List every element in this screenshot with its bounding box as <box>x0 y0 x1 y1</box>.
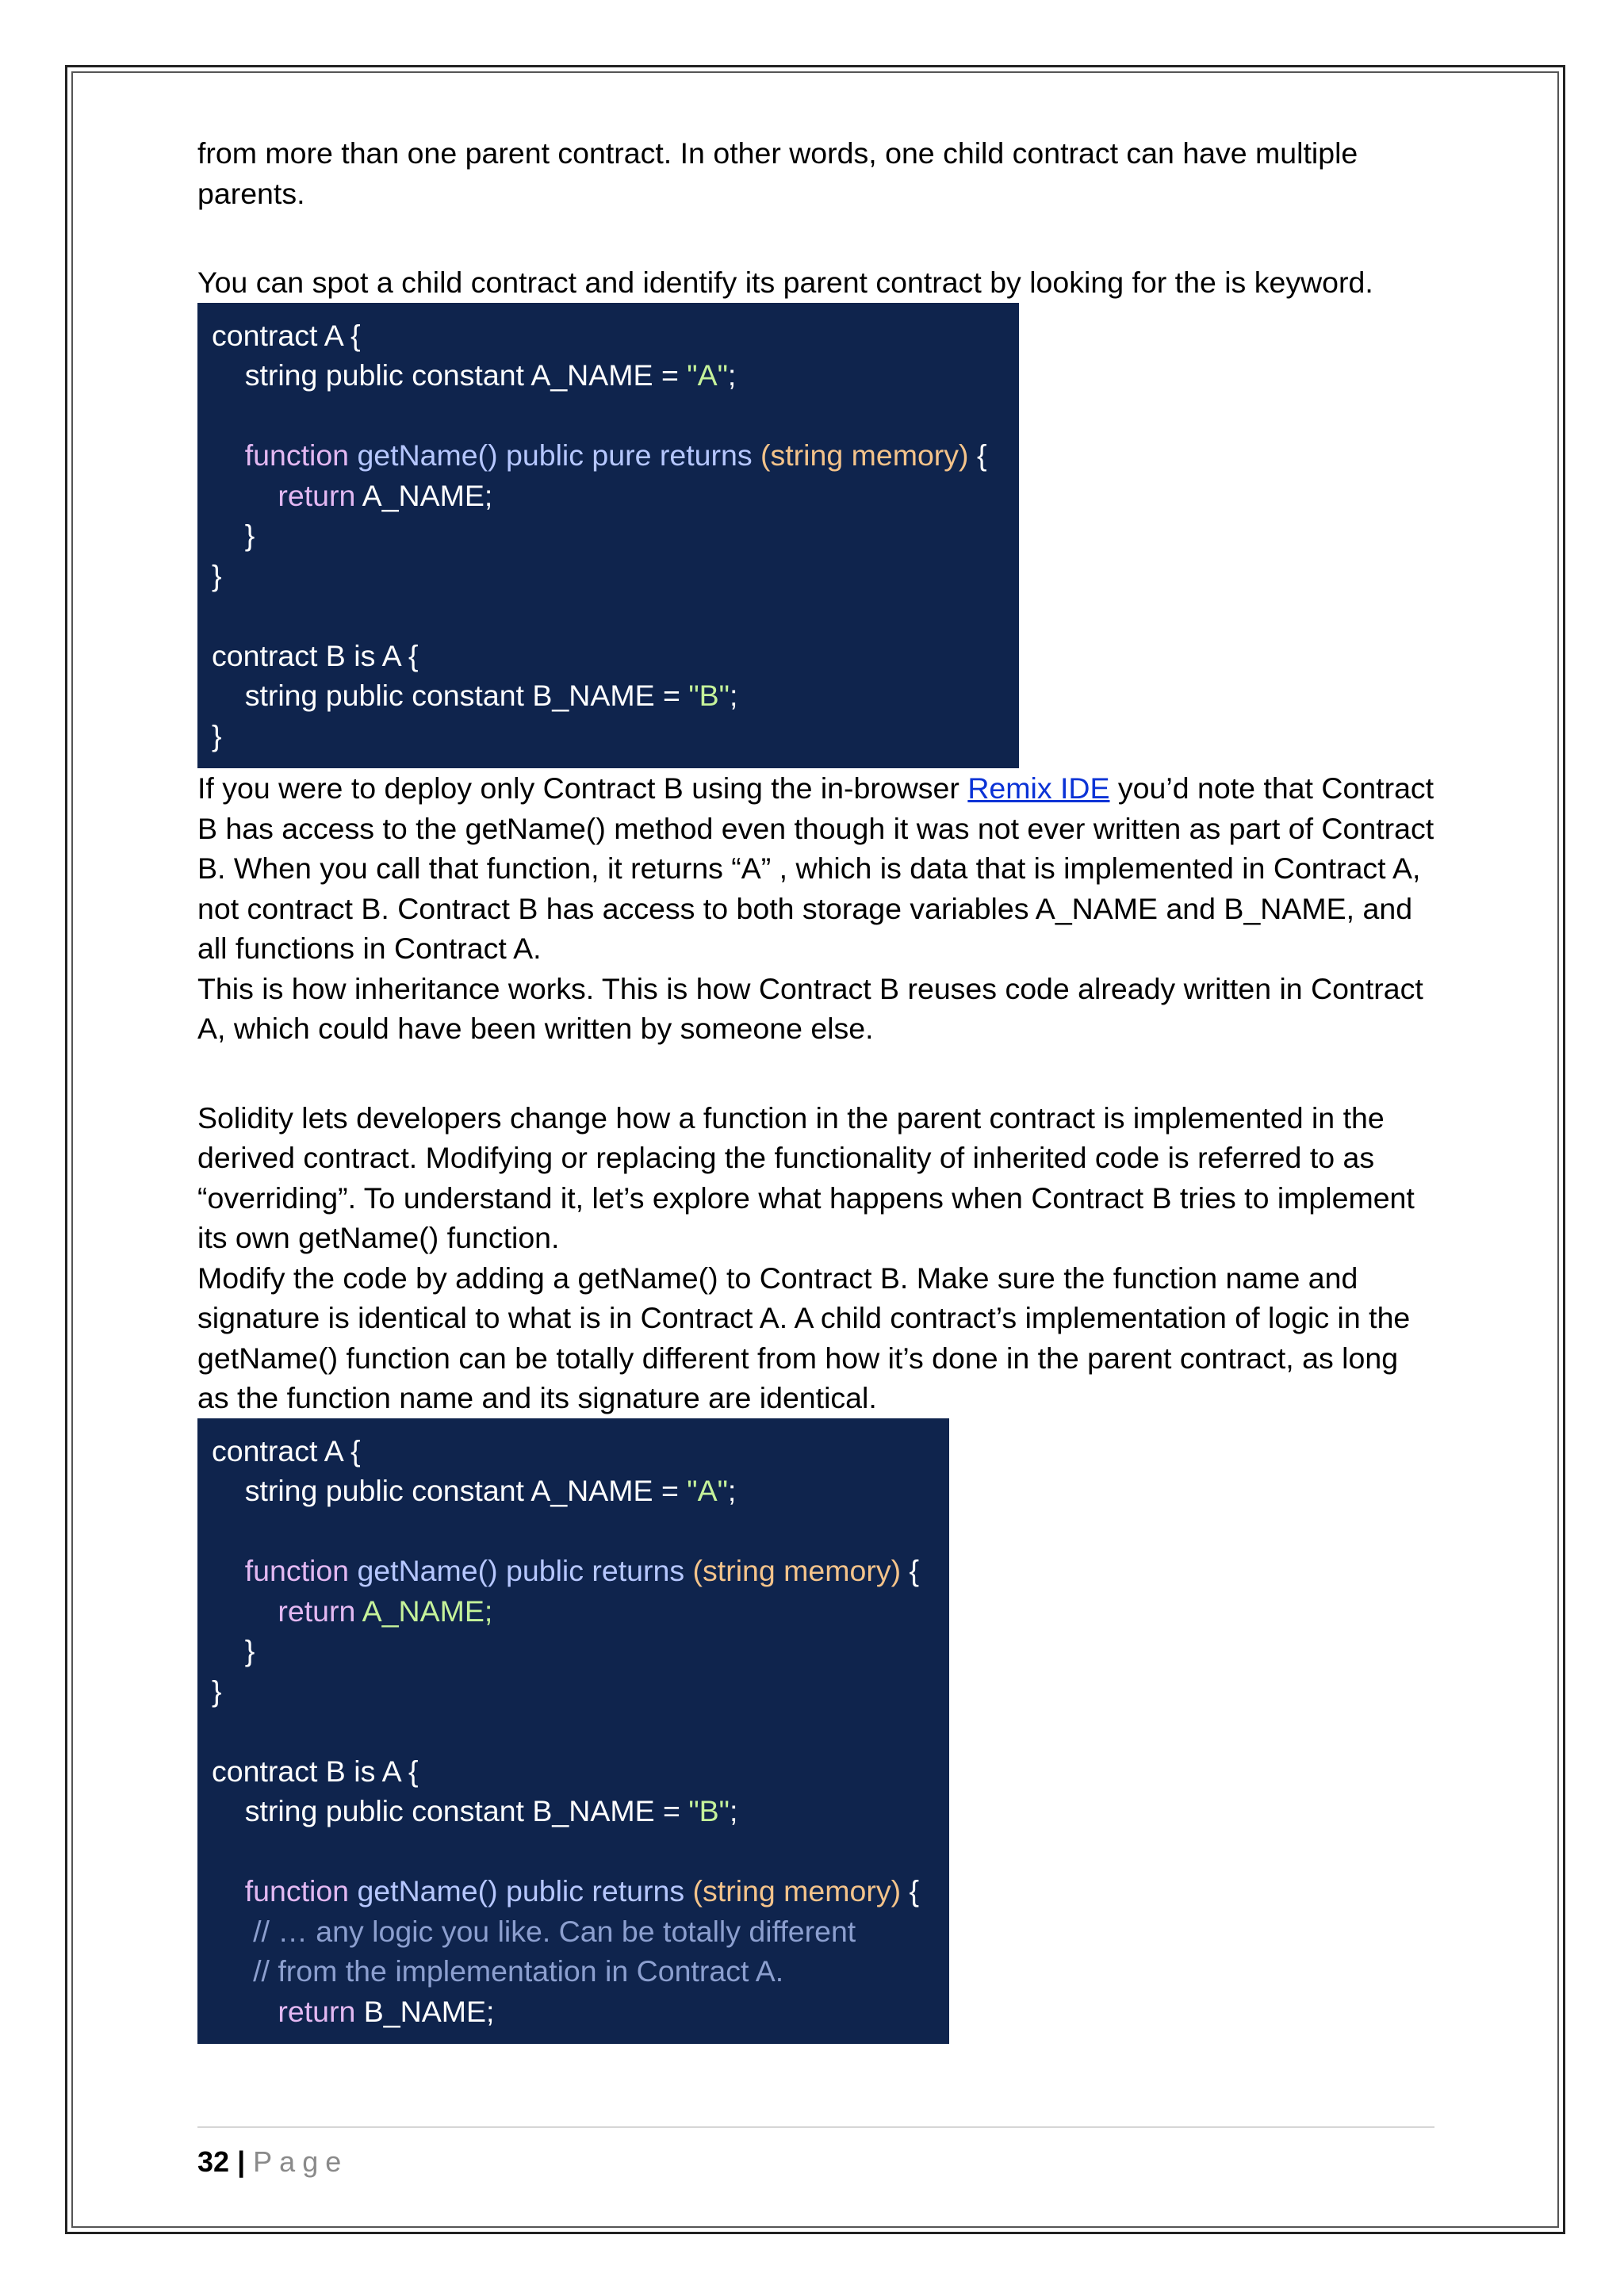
code-line-blank <box>212 595 1005 636</box>
paragraph-4: This is how inheritance works. This is how Contract B reuses code already written in Contract A, which could have been written by someone else. <box>197 971 1423 1045</box>
code-line-blank <box>212 1711 935 1751</box>
code-line-blank <box>212 1511 935 1552</box>
code-line: return B_NAME; <box>278 1994 495 2028</box>
code-line: string public constant B_NAME = "B"; <box>244 1794 738 1827</box>
code-line-blank <box>212 396 1005 436</box>
code-line: string public constant B_NAME = "B"; <box>244 679 738 712</box>
code-block-1 <box>197 303 1019 769</box>
code-line: contract B is A { <box>212 638 419 672</box>
page-label: Page <box>253 2145 349 2178</box>
code-line: } <box>244 519 255 552</box>
page-footer <box>197 2126 1434 2179</box>
code-line: string public constant A_NAME = "A"; <box>244 1474 737 1507</box>
code-line: function getName() public returns (string memory) { <box>244 1874 920 1908</box>
code-line: } <box>244 1634 255 1667</box>
page-content <box>197 133 1434 2044</box>
code-line: contract B is A { <box>212 1754 419 1788</box>
code-line: function getName() public pure returns (string memory) { <box>244 438 987 472</box>
code-line: } <box>212 558 222 592</box>
code-comment: // from the implementation in Contract A. <box>253 1954 784 1988</box>
paragraph-1: from more than one parent contract. In other words, one child contract can have multiple parents. <box>197 136 1358 210</box>
paragraph-3: If you were to deploy only Contract B using the in-browser Remix IDE you’d note that Contract B has access to the getName() method even though it was not ever written as part of Contract B. When you call that function, it returns “A” , which is data that is implemented in Contract A, not contract B. Contract B has access to both storage variables A_NAME and B_NAME, and all functions in Contract A. <box>197 771 1434 965</box>
code-line: function getName() public returns (string memory) { <box>244 1554 920 1587</box>
code-line-blank <box>212 1831 935 1872</box>
footer-separator: | <box>237 2145 246 2178</box>
code-line: return A_NAME; <box>278 478 493 512</box>
paragraph-2: You can spot a child contract and identify its parent contract by looking for the is keyword. <box>197 266 1373 299</box>
paragraph-6: Modify the code by adding a getName() to Contract B. Make sure the function name and signature is identical to what is in Contract A. A child contract’s implementation of logic in the getName() function can be totally different from how it’s done in the parent contract, as long as the function name and its signature are identical. <box>197 1261 1411 1414</box>
code-block-2 <box>197 1418 949 2045</box>
code-line: } <box>212 1674 222 1708</box>
code-line: return A_NAME; <box>278 1594 493 1628</box>
paragraph-5: Solidity lets developers change how a function in the parent contract is implemented in the derived contract. Modifying or replacing the functionality of inherited code is referred to as “overriding”. To understand it, let’s explore what happens when Contract B tries to implement its own getName() function. <box>197 1100 1415 1254</box>
code-line: contract A { <box>212 318 361 352</box>
code-comment: // … any logic you like. Can be totally different <box>253 1914 856 1948</box>
code-line: string public constant A_NAME = "A"; <box>244 358 737 392</box>
page-number: 32 <box>197 2145 230 2178</box>
code-line: } <box>212 718 222 752</box>
remix-ide-link[interactable]: Remix IDE <box>967 771 1110 805</box>
code-line: contract A { <box>212 1433 361 1468</box>
